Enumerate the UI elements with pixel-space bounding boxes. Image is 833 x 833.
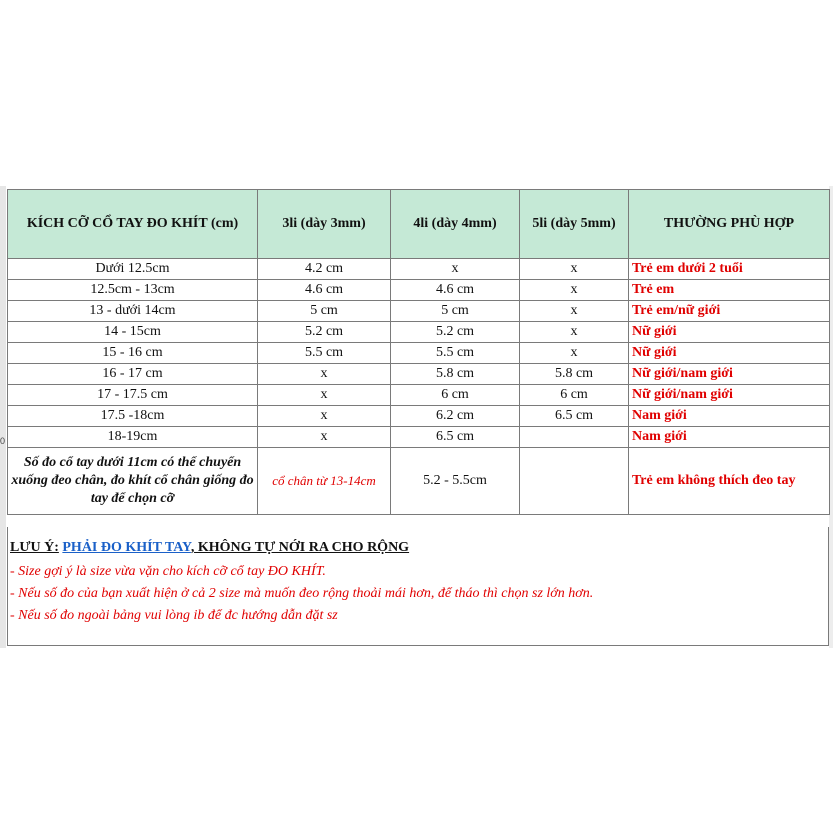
cell-4li: 6.2 cm <box>391 406 520 427</box>
header-4li: 4li (dày 4mm) <box>391 190 520 259</box>
cell-3li: x <box>258 427 391 448</box>
table-row <box>8 364 830 385</box>
cell-3li: 4.2 cm <box>258 259 391 280</box>
cell-4li: 6.5 cm <box>391 427 520 448</box>
cell-fit: Trẻ em/nữ giới <box>629 301 830 322</box>
table-row <box>8 301 830 322</box>
header-3li: 3li (dày 3mm) <box>258 190 391 259</box>
cell-wrist: 18-19cm <box>8 427 258 448</box>
header-row <box>8 190 830 259</box>
cell-3li: 4.6 cm <box>258 280 391 301</box>
note-line-1: - Size gợi ý là size vừa vặn cho kích cỡ cổ tay ĐO KHÍT. <box>10 564 326 579</box>
cell-wrist: 13 - dưới 14cm <box>8 301 258 322</box>
cell-5li: 5.8 cm <box>520 364 629 385</box>
cell-3li: x <box>258 406 391 427</box>
cell-wrist: 15 - 16 cm <box>8 343 258 364</box>
ankle-size-cell: cổ chân từ 13-14cm <box>258 448 391 515</box>
cell-4li: 5.2 cm <box>391 322 520 343</box>
header-fit: THƯỜNG PHÙ HỢP <box>629 190 830 259</box>
cell-wrist: 17 - 17.5 cm <box>8 385 258 406</box>
cell-4li: 5 cm <box>391 301 520 322</box>
cell-fit: Nữ giới <box>629 343 830 364</box>
cell-4li: 6 cm <box>391 385 520 406</box>
cell-4li: 5.8 cm <box>391 364 520 385</box>
ankle-5li-cell <box>520 448 629 515</box>
cell-wrist: 14 - 15cm <box>8 322 258 343</box>
ankle-note-text: Số đo cổ tay dưới 11cm có thể chuyển xuống đeo chân, đo khít cổ chân giống đo tay để chọn cỡ <box>8 448 258 515</box>
notes-box <box>7 527 829 646</box>
ankle-note-row <box>8 448 830 515</box>
size-table <box>7 189 830 515</box>
cell-3li: x <box>258 364 391 385</box>
cell-4li: x <box>391 259 520 280</box>
cell-4li: 5.5 cm <box>391 343 520 364</box>
cell-5li <box>520 427 629 448</box>
header-5li: 5li (dày 5mm) <box>520 190 629 259</box>
table-row <box>8 343 830 364</box>
cell-5li: x <box>520 301 629 322</box>
table-row <box>8 322 830 343</box>
notes-black-part: , KHÔNG TỰ NỚI RA CHO RỘNG <box>190 540 410 555</box>
notes-red-part: PHẢI ĐO KHÍT TAY <box>62 540 191 555</box>
cell-wrist: Dưới 12.5cm <box>8 259 258 280</box>
table-row <box>8 385 830 406</box>
cell-fit: Nữ giới/nam giới <box>629 364 830 385</box>
cell-wrist: 17.5 -18cm <box>8 406 258 427</box>
cell-fit: Trẻ em <box>629 280 830 301</box>
cell-3li: 5.5 cm <box>258 343 391 364</box>
cell-3li: x <box>258 385 391 406</box>
ankle-4li-cell: 5.2 - 5.5cm <box>391 448 520 515</box>
cell-wrist: 12.5cm - 13cm <box>8 280 258 301</box>
cell-5li: x <box>520 322 629 343</box>
cell-fit: Nam giới <box>629 406 830 427</box>
cell-3li: 5 cm <box>258 301 391 322</box>
cell-fit: Nữ giới/nam giới <box>629 385 830 406</box>
table-row <box>8 259 830 280</box>
header-wrist: KÍCH CỠ CỔ TAY ĐO KHÍT (cm) <box>8 190 258 259</box>
ankle-fit-cell: Trẻ em không thích đeo tay <box>629 448 830 515</box>
cell-5li: 6 cm <box>520 385 629 406</box>
note-line-3: - Nếu số đo ngoài bảng vui lòng ib để đc hướng dẫn đặt sz <box>10 608 338 623</box>
cell-fit: Nam giới <box>629 427 830 448</box>
notes-heading <box>10 540 409 556</box>
table-row <box>8 280 830 301</box>
cell-5li: x <box>520 280 629 301</box>
row-marker: 0 <box>0 436 6 446</box>
cell-3li: 5.2 cm <box>258 322 391 343</box>
cell-5li: 6.5 cm <box>520 406 629 427</box>
cell-fit: Trẻ em dưới 2 tuổi <box>629 259 830 280</box>
cell-wrist: 16 - 17 cm <box>8 364 258 385</box>
cell-5li: x <box>520 343 629 364</box>
table-row <box>8 427 830 448</box>
cell-4li: 4.6 cm <box>391 280 520 301</box>
sheet-edge <box>0 186 6 648</box>
cell-fit: Nữ giới <box>629 322 830 343</box>
notes-label: LƯU Ý: <box>10 540 59 555</box>
table-row <box>8 406 830 427</box>
note-line-2: - Nếu số đo của bạn xuất hiện ở cả 2 size mà muốn đeo rộng thoải mái hơn, để tháo thì chọn sz lớn hơn. <box>10 586 594 601</box>
cell-5li: x <box>520 259 629 280</box>
